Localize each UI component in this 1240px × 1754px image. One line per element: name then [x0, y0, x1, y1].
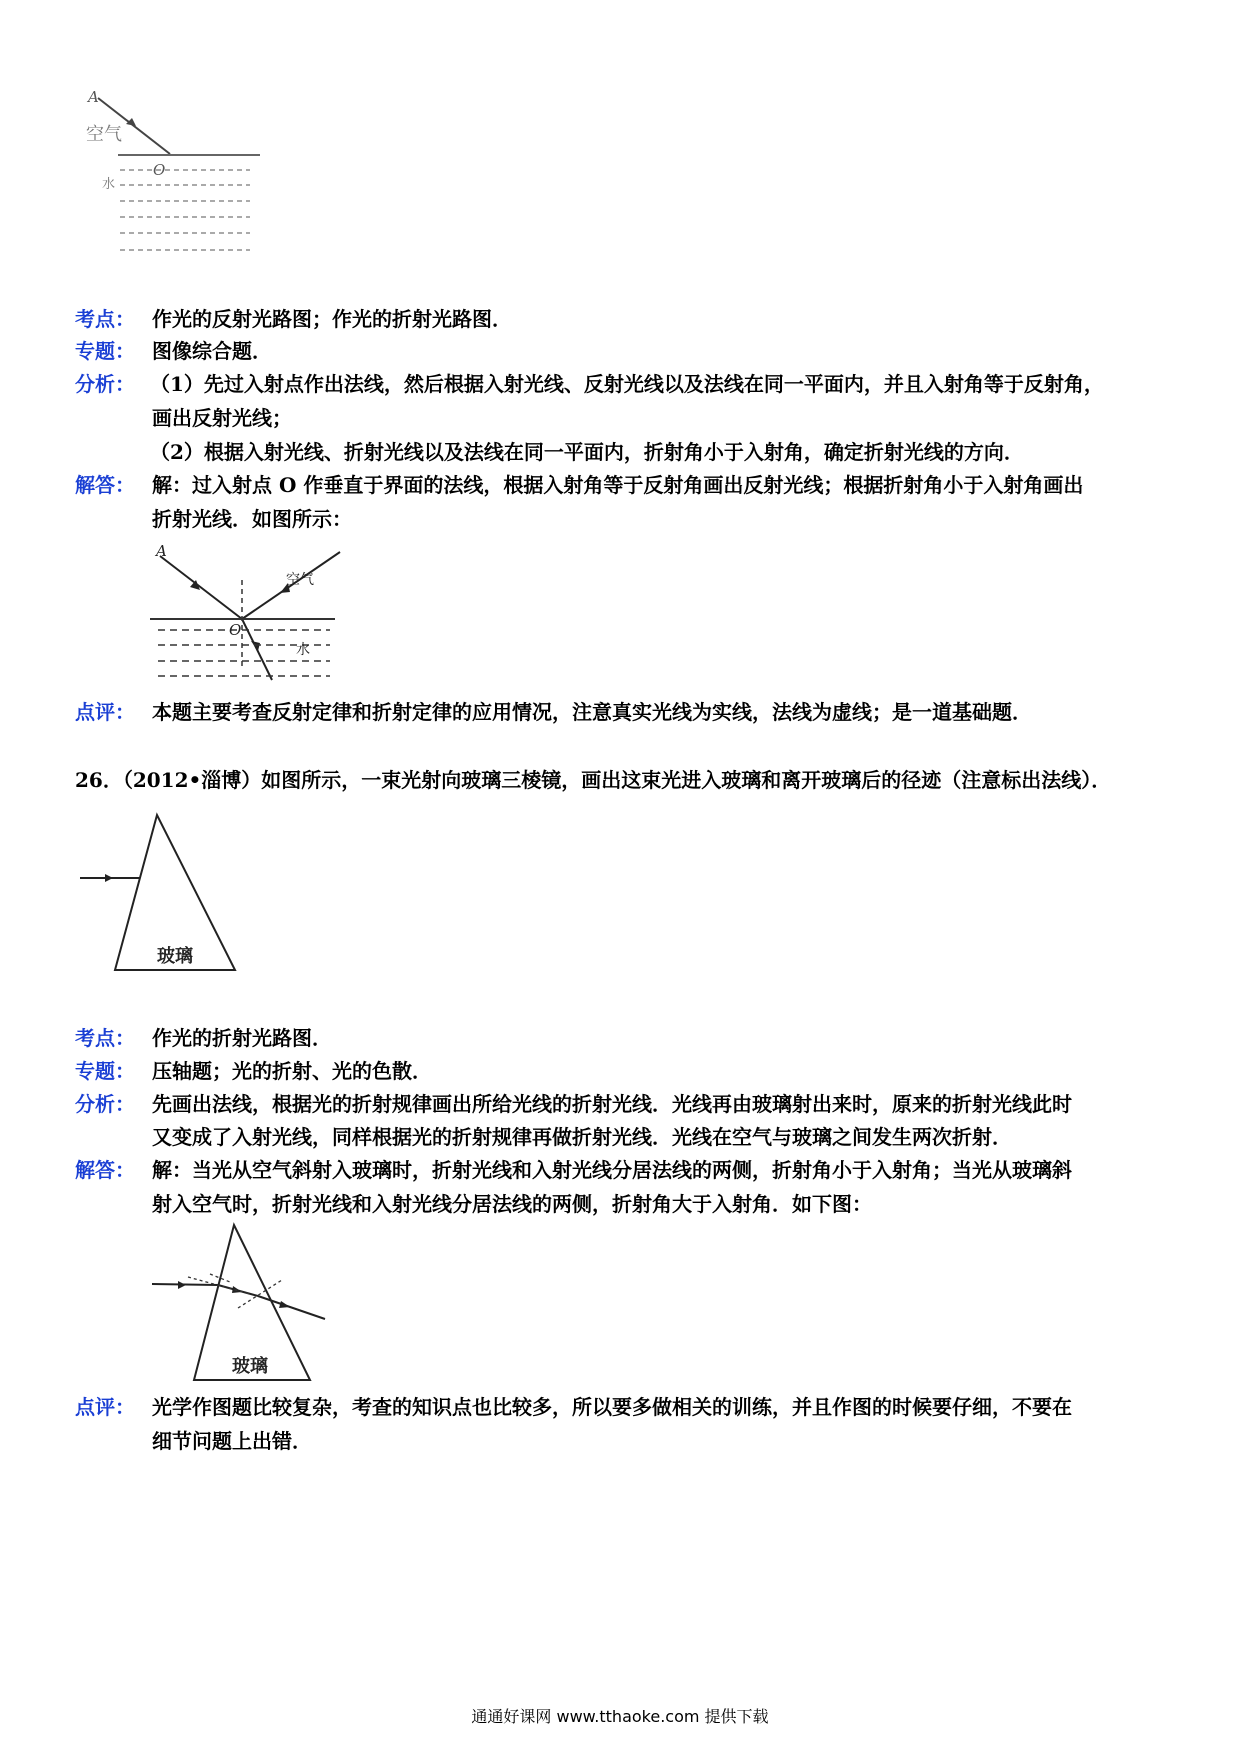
point-a-label: A [88, 88, 99, 106]
q26-fenxi-line-1: 先画出法线，根据光的折射规律画出所给光线的折射光线．光线再由玻璃射出来时，原来的折射光线此时 [152, 1092, 1072, 1116]
fenxi-line-2: 画出反射光线； [152, 406, 292, 430]
fenxi-line-3: （2）根据入射光线、折射光线以及法线在同一平面内，折射角小于入射角，确定折射光线的方向． [150, 440, 1024, 464]
diagram-incident-ray [70, 80, 290, 275]
jieda-label: 解答： [75, 473, 135, 497]
q26-dianping-line-1: 光学作图题比较复杂，考查的知识点也比较多，所以要多做相关的训练，并且作图的时候要仔细，不要在 [152, 1395, 1072, 1419]
dianping-label: 点评： [75, 700, 135, 724]
diagram-prism [75, 810, 245, 980]
prism-label: 玻璃 [157, 946, 193, 967]
point-o-label: O [229, 621, 242, 639]
q26-dianping-line-2: 细节问题上出错． [152, 1429, 312, 1453]
q26-jieda-line-1: 解：当光从空气斜射入玻璃时，折射光线和入射光线分居法线的两侧，折射角小于入射角；当光从玻璃斜 [152, 1158, 1072, 1182]
kaodian-label: 考点： [75, 307, 135, 331]
point-o-label: O [153, 161, 166, 179]
q26-fenxi-label: 分析： [75, 1092, 135, 1116]
q26-fenxi-line-2: 又变成了入射光线，同样根据光的折射规律再做折射光线．光线在空气与玻璃之间发生两次折射． [152, 1125, 1012, 1149]
diagram-reflection-refraction [150, 540, 360, 685]
kaodian-text: 作光的反射光路图；作光的折射光路图． [152, 307, 512, 331]
question-26-title: 26．（2012•淄博）如图所示，一束光射向玻璃三棱镜，画出这束光进入玻璃和离开玻璃后的径迹（注意标出法线）． [75, 768, 1112, 792]
q26-zhuanti-label: 专题： [75, 1059, 135, 1083]
q26-zhuanti-text: 压轴题；光的折射、光的色散． [152, 1059, 432, 1083]
q26-dianping-label: 点评： [75, 1395, 135, 1419]
fenxi-label: 分析： [75, 372, 135, 396]
diagram-prism-refraction [150, 1222, 335, 1387]
zhuanti-label: 专题： [75, 339, 135, 363]
point-a-label: A [156, 542, 167, 560]
prism-label: 玻璃 [232, 1356, 268, 1377]
jieda-line-1: 解：过入射点 O 作垂直于界面的法线，根据入射角等于反射角画出反射光线；根据折射角小于入射角画出 [152, 473, 1084, 497]
air-label: 空气 [86, 124, 122, 145]
water-label: 水 [296, 642, 310, 658]
dianping-text: 本题主要考查反射定律和折射定律的应用情况，注意真实光线为实线，法线为虚线；是一道基础题． [152, 700, 1032, 724]
q26-kaodian-text: 作光的折射光路图． [152, 1026, 332, 1050]
fenxi-line-1: （1）先过入射点作出法线，然后根据入射光线、反射光线以及法线在同一平面内，并且入射角等于反射角， [150, 372, 1104, 396]
zhuanti-text: 图像综合题． [152, 339, 272, 363]
water-label: 水 [102, 177, 116, 192]
jieda-line-2: 折射光线．如图所示： [152, 507, 352, 531]
q26-jieda-line-2: 射入空气时，折射光线和入射光线分居法线的两侧，折射角大于入射角．如下图： [152, 1192, 872, 1216]
q26-kaodian-label: 考点： [75, 1026, 135, 1050]
air-label: 空气 [286, 572, 314, 588]
page-footer: 通通好课网 www.tthaoke.com 提供下载 [471, 1707, 769, 1726]
q26-jieda-label: 解答： [75, 1158, 135, 1182]
